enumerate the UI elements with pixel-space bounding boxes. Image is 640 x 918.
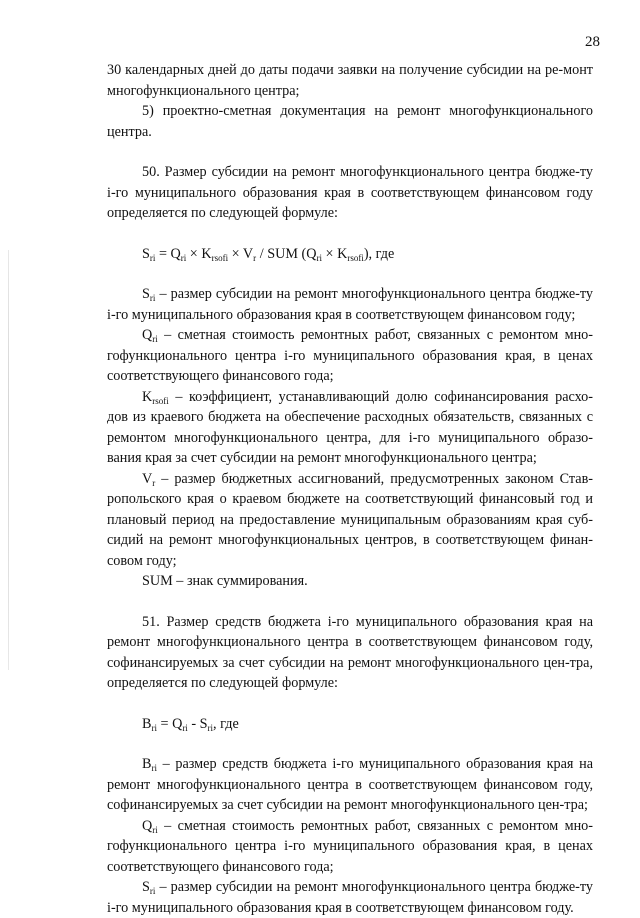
paragraph-continuation: 30 календарных дней до даты подачи заявки на получение субсидии на ре-монт многофункционального центра; [107,62,593,99]
document-body [107,60,593,918]
definition-q-ri: $Q_{ri}$ – сметная стоимость ремонтных работ, связанных с ремонтом мно-гофункционального центра i-го муниципального образования края, в ценах соответствующего финансового года; [107,327,593,384]
definition-k-rsofi: $K_{rsofi}$ – коэффициент, устанавливающий долю софинансирования расхо-дов из краевого бюджета на обеспечение расходных обязательств, связанных с ремонтом многофункционального центра, для i-го муниципального образо-вания края за счет субсидии на ремонт многофункционального центра; [107,388,593,466]
paragraph-gap [107,142,593,162]
paragraph-gap [107,264,593,284]
paragraph-gap [107,224,593,244]
formula-subsidy: $S_{ri} = Q_{ri} \times K_{rsofi} \times V_r$ / SUM $(Q_{ri} \times K_{rsofi})$, где [142,245,395,263]
list-item-5: 5) проектно-сметная документация на ремонт многофункционального центра. [107,103,593,140]
scan-artifact-line [8,250,9,670]
formula-budget: $B_{ri} = Q_{ri} - S_{ri}$, где [142,715,239,733]
definition-b-ri: $B_{ri}$ – размер средств бюджета i-го муниципального образования края на ремонт многофункционального центра в соответствующем финансовом году, софинансируемых за счет субсидии на ремонт многофункционального цен-тра; [107,756,593,813]
definition-v-r: $V_r$ – размер бюджетных ассигнований, предусмотренных законом Став-ропольского края о краевом бюджете на соответствующий финансовый год и плановый период на предоставление муниципальным образованиям края суб-сидий на ремонт многофункциональных центров, в соответствующем финан-совом году; [107,470,593,569]
paragraph-gap [107,694,593,714]
definition-sum: SUM – знак суммирования. [142,573,308,589]
definition-q-ri-2: $Q_{ri}$ – сметная стоимость ремонтных работ, связанных с ремонтом мно-гофункционального центра i-го муниципального образования края, в ценах соответствующего финансового года; [107,817,593,875]
page-number: 28 [585,34,600,50]
clause-50: 50. Размер субсидии на ремонт многофункционального центра бюдже-ту i-го муниципального образования края в соответствующем финансовом году определяется по следующей формуле: [107,164,593,221]
definition-s-ri: $S_{ri}$ – размер субсидии на ремонт многофункционального центра бюдже-ту i-го муниципального образования края в соответствующем финансовом году; [107,286,593,323]
paragraph-gap [107,734,593,754]
paragraph-gap [107,592,593,612]
definition-s-ri-2: $S_{ri}$ – размер субсидии на ремонт многофункционального центра бюдже-ту i-го муниципального образования края в соответствующем финансовом году. [107,879,593,916]
clause-51: 51. Размер средств бюджета i-го муниципального образования края на ремонт многофункционального центра в соответствующем финансовом году, софинансируемых за счет субсидии на ремонт многофункционального цен-тра, определяется по следующей формуле: [107,613,593,691]
